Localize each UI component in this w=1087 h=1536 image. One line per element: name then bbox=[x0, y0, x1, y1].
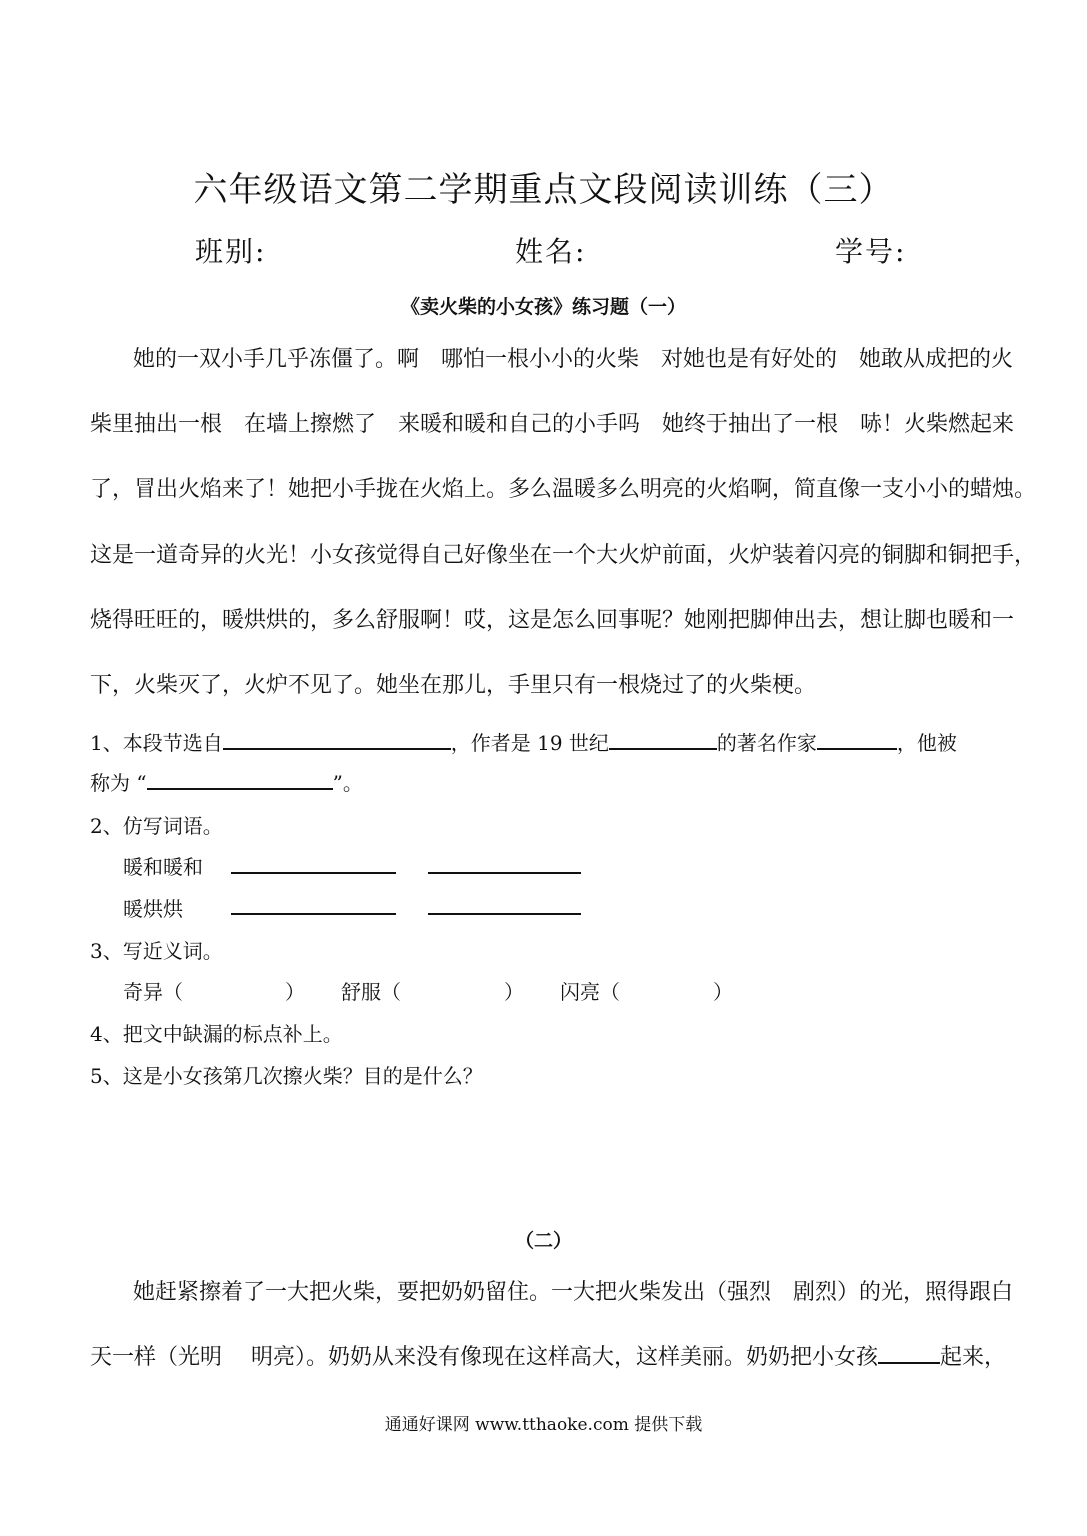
q1-text-a: 1、本段节选自 bbox=[90, 731, 223, 755]
q3-item-qiyi-open: 奇异（ bbox=[123, 980, 183, 1004]
passage-line: 烧得旺旺的，暖烘烘的，多么舒服啊！哎，这是怎么回事呢？她刚把脚伸出去，想让脚也暖和一 bbox=[90, 608, 1015, 633]
footer-credit: 通通好课网 www.tthaoke.com 提供下载 bbox=[384, 1415, 703, 1435]
q1-text-c: 的著名作家 bbox=[716, 731, 817, 755]
q2-blank-1a[interactable] bbox=[231, 872, 396, 874]
passage2-blank[interactable] bbox=[878, 1342, 940, 1364]
q3-item-shufu-close: ） bbox=[504, 980, 524, 1004]
q1-blank-source[interactable] bbox=[223, 730, 451, 750]
name-label: 姓名: bbox=[515, 235, 587, 268]
q1-text-d: ，他被 bbox=[896, 731, 957, 755]
q3-item-shanliang-open: 闪亮（ bbox=[560, 980, 620, 1004]
question-1 bbox=[90, 727, 957, 756]
q2-blank-1b[interactable] bbox=[428, 872, 581, 874]
q3-item-shufu-open: 舒服（ bbox=[341, 980, 401, 1004]
passage-line: 下，火柴灭了，火炉不见了。她坐在那儿，手里只有一根烧过了的火柴梗。 bbox=[90, 673, 817, 698]
passage-line: 她的一双小手几乎冻僵了。啊 哪怕一根小小的火柴 对她也是有好处的 她敢从成把的火 bbox=[133, 347, 1014, 372]
passage2-text-b: 起来， bbox=[940, 1345, 1007, 1370]
section1-heading: 《卖火柴的小女孩》练习题（一） bbox=[400, 296, 686, 318]
q3-item-qiyi-close: ） bbox=[285, 980, 305, 1004]
q1-blank-title[interactable] bbox=[147, 770, 333, 790]
q1-blank-author[interactable] bbox=[817, 730, 897, 750]
passage-line: 了，冒出火焰来了！她把小手拢在火焰上。多么温暖多么明亮的火焰啊，简直像一支小小的蜡烛。 bbox=[90, 477, 1037, 502]
passage2-text-a: 天一样（光明 明亮）。奶奶从来没有像现在这样高大，这样美丽。奶奶把小女孩 bbox=[90, 1345, 878, 1370]
q2-word-1: 暖和暖和 bbox=[123, 855, 203, 879]
q2-blank-2a[interactable] bbox=[231, 913, 396, 915]
q2-word-2: 暖烘烘 bbox=[123, 897, 183, 921]
q1-text-f: ”。 bbox=[332, 771, 363, 795]
passage-line: 这是一道奇异的火光！小女孩觉得自己好像坐在一个大火炉前面，火炉装着闪亮的铜脚和铜把手， bbox=[90, 543, 1037, 568]
q1-text-e: 称为 “ bbox=[90, 771, 147, 795]
q3-item-shanliang-close: ） bbox=[713, 980, 733, 1004]
student-id-label: 学号: bbox=[835, 235, 907, 268]
passage-line: 柴里抽出一根 在墙上擦燃了 来暖和暖和自己的小手吗 她终于抽出了一根 哧！火柴燃起来 bbox=[90, 412, 1015, 437]
question-3: 3、写近义词。 bbox=[90, 939, 223, 963]
question-2: 2、仿写词语。 bbox=[90, 814, 223, 838]
section2-heading: （二） bbox=[514, 1230, 572, 1252]
q1-blank-country[interactable] bbox=[609, 730, 717, 750]
question-4: 4、把文中缺漏的标点补上。 bbox=[90, 1022, 343, 1046]
passage2-line bbox=[90, 1340, 1005, 1371]
page-title: 六年级语文第二学期重点文段阅读训练（三） bbox=[193, 170, 894, 210]
question-5: 5、这是小女孩第几次擦火柴？目的是什么？ bbox=[90, 1064, 483, 1088]
question-1-cont bbox=[90, 767, 363, 796]
q2-blank-2b[interactable] bbox=[428, 913, 581, 915]
class-label: 班别: bbox=[195, 235, 267, 268]
q1-text-b: ，作者是 19 世纪 bbox=[450, 731, 609, 755]
passage2-line: 她赶紧擦着了一大把火柴，要把奶奶留住。一大把火柴发出（强烈 剧烈）的光，照得跟白 bbox=[133, 1280, 1014, 1305]
